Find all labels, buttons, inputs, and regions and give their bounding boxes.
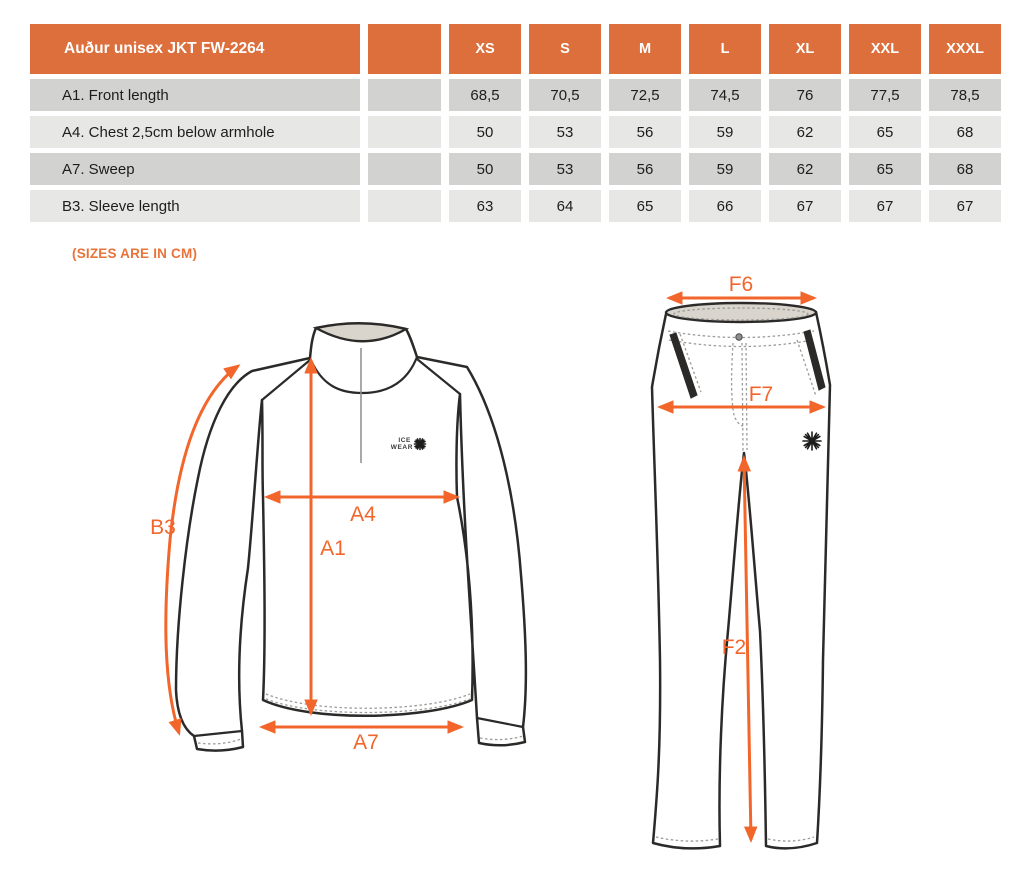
sizes-unit-note: (SIZES ARE IN CM) <box>72 246 198 261</box>
size-value: 56 <box>609 153 681 185</box>
table-header-spacer <box>368 24 441 74</box>
logo-text-ice: ICE <box>398 437 411 444</box>
size-value: 62 <box>769 116 841 148</box>
size-value: 64 <box>529 190 601 222</box>
row-label-sleeve-length: B3. Sleeve length <box>30 190 360 222</box>
size-value: 74,5 <box>689 79 761 111</box>
size-column-header-xs: XS <box>449 24 521 74</box>
size-column-header-m: M <box>609 24 681 74</box>
size-value: 68,5 <box>449 79 521 111</box>
size-value: 59 <box>689 116 761 148</box>
size-value: 67 <box>769 190 841 222</box>
waist-opening <box>666 303 816 322</box>
size-value: 68 <box>929 153 1001 185</box>
size-value: 50 <box>449 116 521 148</box>
size-value: 50 <box>449 153 521 185</box>
row-label-chest: A4. Chest 2,5cm below armhole <box>30 116 360 148</box>
f6-label: F6 <box>728 275 754 296</box>
size-value: 70,5 <box>529 79 601 111</box>
size-value: 62 <box>769 153 841 185</box>
a1-label: A1 <box>320 537 346 560</box>
row-spacer <box>368 153 441 185</box>
row-label-sweep: A7. Sweep <box>30 153 360 185</box>
size-value: 78,5 <box>929 79 1001 111</box>
f2-label: F2 <box>721 636 747 659</box>
size-column-header-xl: XL <box>769 24 841 74</box>
size-value: 76 <box>769 79 841 111</box>
row-spacer <box>368 79 441 111</box>
size-column-header-xxxl: XXXL <box>929 24 1001 74</box>
size-value: 67 <box>849 190 921 222</box>
size-value: 72,5 <box>609 79 681 111</box>
size-value: 59 <box>689 153 761 185</box>
snowflake-icon <box>803 432 821 450</box>
jacket-diagram <box>130 290 590 770</box>
size-value: 65 <box>849 153 921 185</box>
a7-label: A7 <box>353 731 379 754</box>
row-spacer <box>368 190 441 222</box>
size-value: 65 <box>609 190 681 222</box>
table-title: Auður unisex JKT FW-2264 <box>30 24 360 74</box>
size-column-header-s: S <box>529 24 601 74</box>
size-column-header-xxl: XXL <box>849 24 921 74</box>
b3-label: B3 <box>150 516 176 539</box>
size-value: 68 <box>929 116 1001 148</box>
size-value: 67 <box>929 190 1001 222</box>
size-column-header-l: L <box>689 24 761 74</box>
a4-label: A4 <box>350 503 376 526</box>
size-table <box>30 24 1001 222</box>
row-label-front-length: A1. Front length <box>30 79 360 111</box>
size-value: 77,5 <box>849 79 921 111</box>
size-value: 65 <box>849 116 921 148</box>
f7-label: F7 <box>748 383 774 406</box>
jacket-outline <box>176 324 526 751</box>
size-value: 53 <box>529 153 601 185</box>
size-value: 63 <box>449 190 521 222</box>
size-value: 53 <box>529 116 601 148</box>
row-spacer <box>368 116 441 148</box>
logo-text-wear: WEAR <box>390 444 413 451</box>
size-value: 66 <box>689 190 761 222</box>
pants-outline <box>652 312 830 848</box>
snowflake-icon <box>415 439 426 450</box>
size-value: 56 <box>609 116 681 148</box>
pants-diagram <box>630 275 910 885</box>
waist-button <box>736 334 742 340</box>
